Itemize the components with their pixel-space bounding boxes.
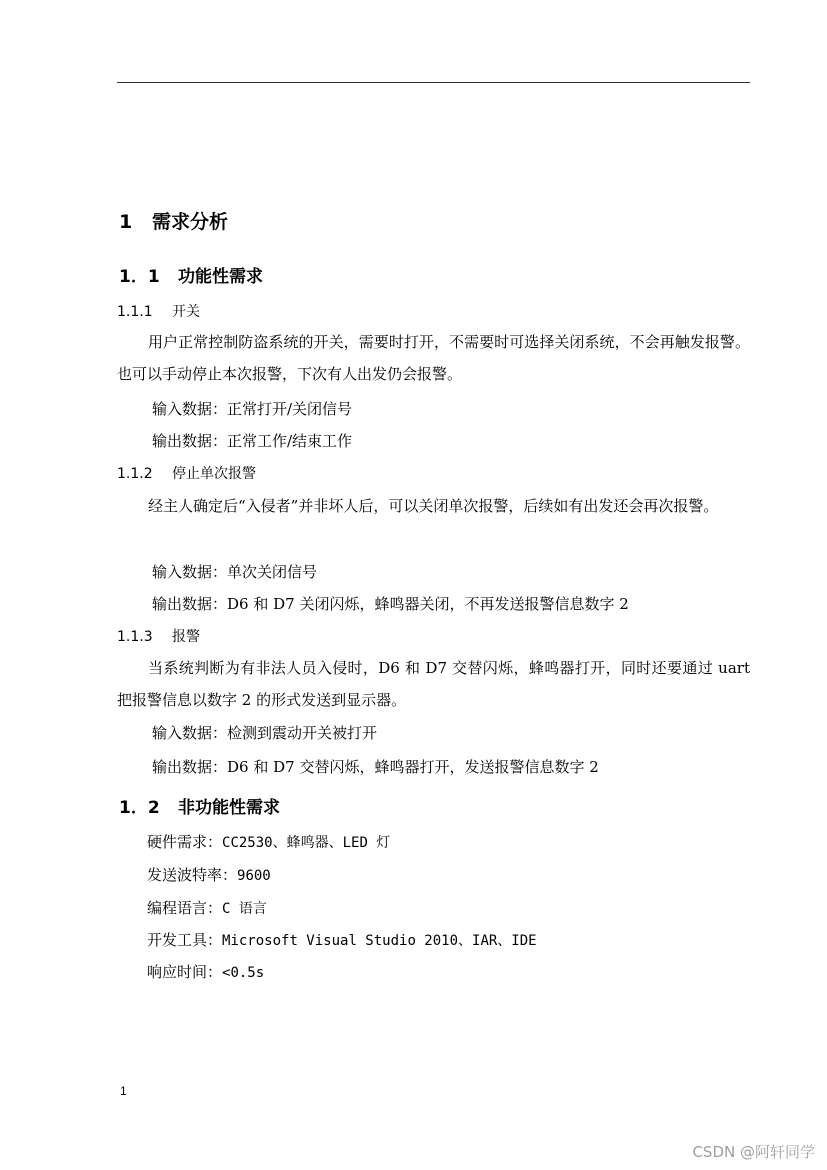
heading-1-1-3-title: 报警: [172, 629, 200, 645]
watermark: CSDN @阿轩同学: [692, 1143, 815, 1161]
stop-alarm-input: 输入数据：单次关闭信号: [152, 563, 318, 581]
heading-1-2: [119, 793, 280, 818]
heading-1-number: 1: [119, 211, 133, 233]
heading-1-1-2-title: 停止单次报警: [172, 466, 256, 482]
nf-item-response: [147, 961, 264, 982]
nf-item-value: CC2530、蜂鸣器、LED 灯: [222, 835, 391, 851]
heading-1-1-2-number: 1.1.2: [117, 466, 153, 482]
alarm-output: 输出数据：D6 和 D7 交替闪烁，蜂鸣器打开，发送报警信息数字 2: [152, 758, 599, 776]
nf-item-tools: [147, 929, 537, 950]
paragraph-stop-alarm: 经主人确定后“入侵者”并非坏人后，可以关闭单次报警，后续如有出发还会再次报警。: [148, 497, 719, 515]
nf-item-value: 9600: [237, 868, 271, 884]
heading-1-1-2: [117, 463, 256, 483]
header-rule: [117, 82, 750, 83]
nf-item-label: 硬件需求：: [147, 833, 223, 851]
switch-output: 输出数据：正常工作/结束工作: [152, 432, 353, 450]
nf-item-value: Microsoft Visual Studio 2010、IAR、IDE: [222, 933, 537, 949]
paragraph-alarm: 当系统判断为有非法人员入侵时，D6 和 D7 交替闪烁，蜂鸣器打开，同时还要通过 uart 把报警信息以数字 2 的形式发送到显示器。: [117, 659, 750, 709]
switch-input: 输入数据：正常打开/关闭信号: [152, 400, 353, 418]
heading-1-1-number: 1．1: [119, 267, 160, 287]
heading-1-1-1: [117, 301, 200, 321]
nf-item-value: C 语言: [222, 901, 267, 917]
nf-item-hardware: [147, 831, 390, 852]
heading-1-title: 需求分析: [152, 211, 229, 233]
heading-1-1-title: 功能性需求: [178, 267, 263, 287]
heading-1-1-3: [117, 626, 200, 646]
heading-1-2-title: 非功能性需求: [178, 798, 280, 818]
heading-1-2-number: 1．2: [119, 798, 160, 818]
paragraph-switch: 用户正常控制防盗系统的开关，需要时打开，不需要时可选择关闭系统，不会再触发报警。也可以手动停止本次报警，下次有人出发仍会报警。: [117, 333, 750, 383]
page-number: 1: [120, 1084, 127, 1098]
heading-1-1-1-title: 开关: [172, 304, 200, 320]
alarm-input: 输入数据：检测到震动开关被打开: [152, 724, 378, 742]
nf-item-label: 编程语言：: [147, 899, 223, 917]
nf-item-label: 发送波特率：: [147, 866, 238, 884]
nf-item-label: 开发工具：: [147, 931, 223, 949]
heading-1-1: [119, 262, 263, 287]
nf-item-language: [147, 897, 267, 918]
nf-item-value: <0.5s: [222, 965, 265, 981]
heading-1-1-3-number: 1.1.3: [117, 629, 153, 645]
nf-item-baud: [147, 864, 271, 885]
heading-1-1-1-number: 1.1.1: [117, 304, 153, 320]
nf-item-label: 响应时间：: [147, 963, 223, 981]
heading-1: [119, 207, 228, 234]
stop-alarm-output: 输出数据：D6 和 D7 关闭闪烁，蜂鸣器关闭，不再发送报警信息数字 2: [152, 595, 629, 613]
